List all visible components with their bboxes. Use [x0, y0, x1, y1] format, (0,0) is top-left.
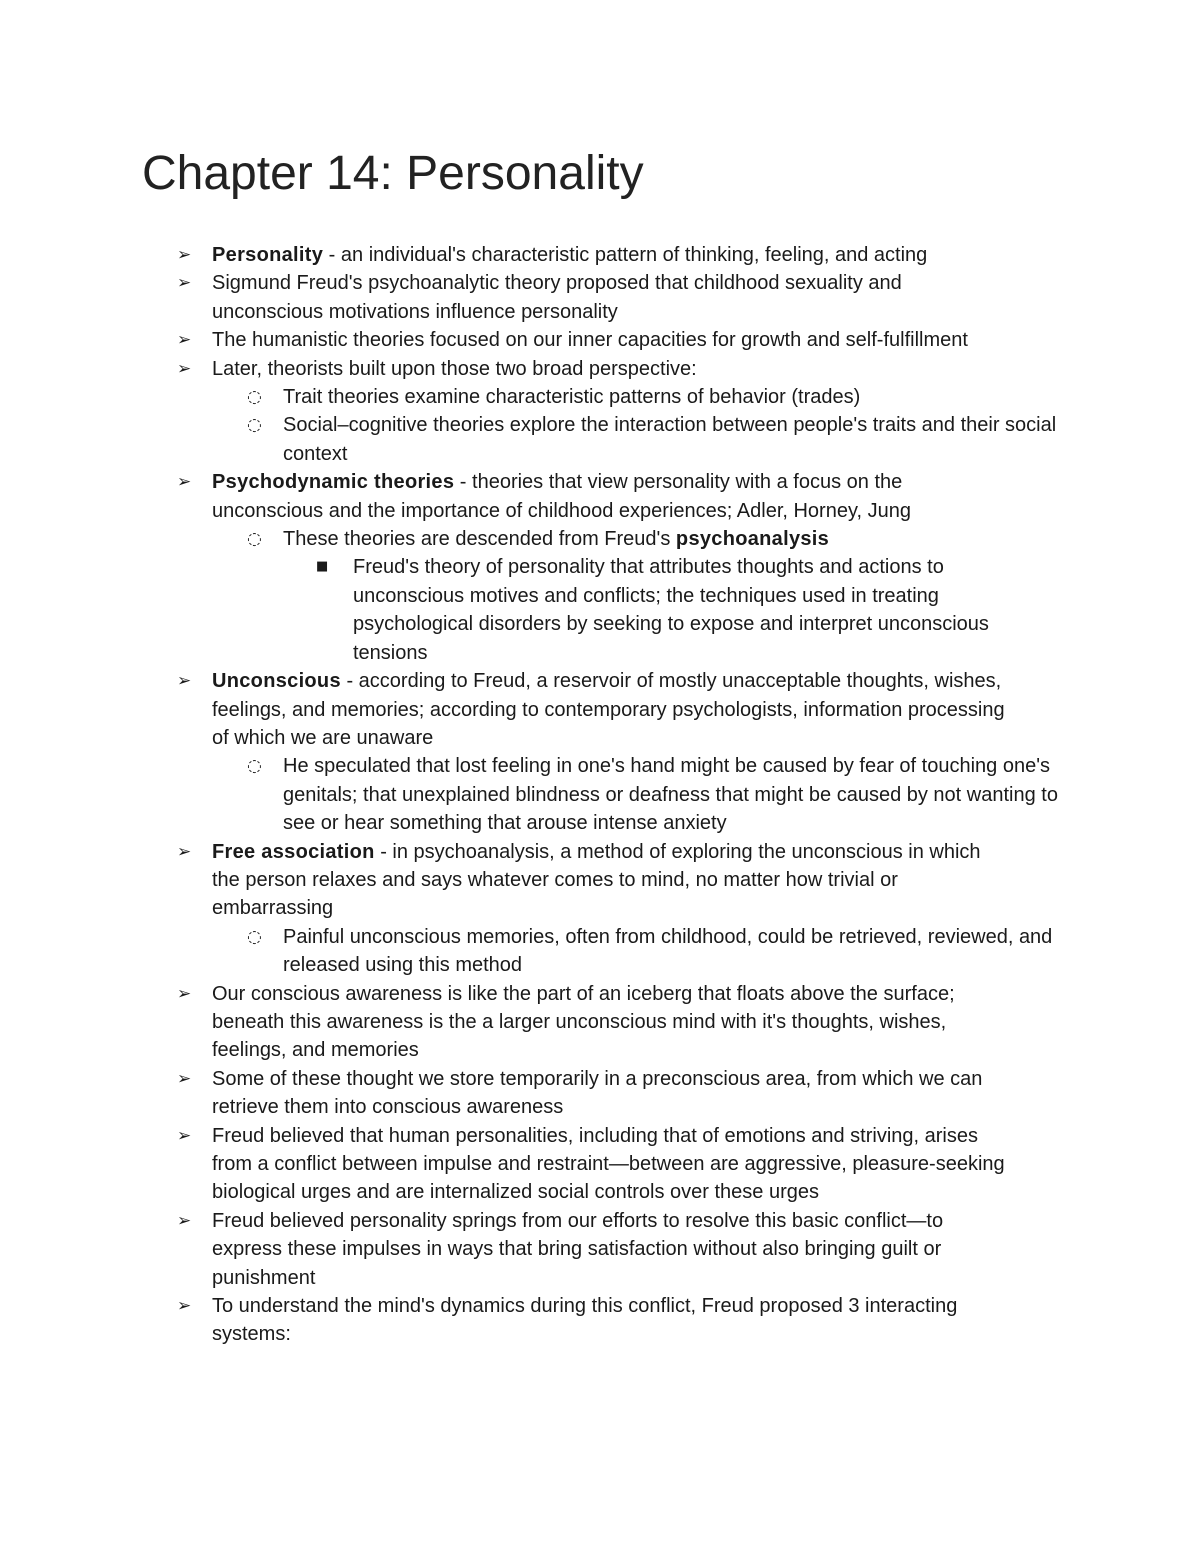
list-item-text	[212, 838, 1012, 923]
list-item-text	[212, 468, 1012, 525]
arrow-bullet-icon: ➢	[177, 1296, 192, 1317]
list-item-text	[212, 326, 1012, 354]
definition-text: Freud's theory of personality that attributes thoughts and actions to unconscious motives and conflicts; the techniques used in treating psychological disorders by seeking to expose and interpret unconscious tensions	[353, 556, 989, 664]
list-item-text	[283, 411, 1063, 468]
definition-text: - an individual's characteristic pattern of thinking, feeling, and acting	[323, 244, 928, 266]
list-item-text	[212, 269, 1012, 326]
arrow-bullet-icon: ➢	[177, 1210, 192, 1231]
arrow-bullet-icon: ➢	[177, 330, 192, 351]
list-item-text	[353, 553, 1053, 667]
definition-text: Freud believed personality springs from our efforts to resolve this basic conflict—to express these impulses in ways that bring satisfaction without also bringing guilt or punishment	[212, 1209, 944, 1289]
definition-text: To understand the mind's dynamics during this conflict, Freud proposed 3 interacting systems:	[212, 1295, 958, 1346]
circle-bullet-icon: ◌	[247, 756, 262, 777]
term-label: Unconscious	[212, 670, 341, 693]
definition-text: - according to Freud, a reservoir of mostly unacceptable thoughts, wishes, feelings, and memories; according to contemporary psychologists, information processing of which we are unaware	[212, 670, 1005, 749]
list-item-text	[212, 1292, 1012, 1349]
circle-bullet-icon: ◌	[247, 387, 262, 408]
list-item	[0, 269, 1012, 326]
list-item	[0, 1207, 1012, 1292]
list-item	[0, 980, 1012, 1065]
definition-text: Later, theorists built upon those two broad perspective:	[212, 357, 697, 380]
list-item	[0, 355, 1012, 383]
list-item	[0, 326, 1012, 354]
list-item	[0, 411, 1063, 468]
arrow-bullet-icon: ➢	[177, 358, 192, 379]
definition-text: The humanistic theories focused on our inner capacities for growth and self-fulfillment	[212, 329, 968, 352]
term-label: Free association	[212, 840, 375, 863]
arrow-bullet-icon: ➢	[177, 273, 192, 294]
list-item-text	[283, 923, 1063, 980]
square-bullet-icon: ■	[316, 559, 329, 575]
term-label: psychoanalysis	[675, 528, 830, 551]
list-item	[0, 468, 1012, 525]
list-item-text	[212, 1122, 1012, 1207]
list-item-text	[212, 1065, 1012, 1122]
list-item	[0, 667, 1012, 752]
list-item	[0, 923, 1063, 980]
arrow-bullet-icon: ➢	[177, 1125, 192, 1146]
definition-text: He speculated that lost feeling in one's hand might be caused by fear of touching one's genitals; that unexplained blindness or deafness that might be caused by not wanting to see or hear something that arouse intense anxiety	[283, 755, 1058, 835]
list-item-text	[283, 525, 1063, 553]
definition-text: Sigmund Freud's psychoanalytic theory proposed that childhood sexuality and unconscious motivations influence personality	[212, 272, 902, 323]
list-item-text	[283, 383, 1063, 411]
list-item-text	[212, 980, 1012, 1065]
circle-bullet-icon: ◌	[247, 415, 262, 436]
list-item	[0, 1122, 1012, 1207]
list-item	[0, 241, 1012, 269]
page-title: Chapter 14: Personality	[142, 147, 644, 200]
definition-text: These theories are descended from Freud's	[283, 528, 676, 551]
definition-text: Painful unconscious memories, often from childhood, could be retrieved, reviewed, and released using this method	[283, 925, 1053, 977]
circle-bullet-icon: ◌	[247, 529, 262, 550]
arrow-bullet-icon: ➢	[177, 1068, 192, 1089]
list-item-text	[283, 752, 1063, 837]
definition-text: Social–cognitive theories explore the interaction between people's traits and their social context	[283, 414, 1057, 465]
term-label: Personality	[212, 244, 324, 266]
list-item-text	[212, 1207, 1012, 1292]
arrow-bullet-icon: ➢	[177, 841, 192, 862]
notes-list	[0, 241, 1200, 1349]
arrow-bullet-icon: ➢	[177, 671, 192, 692]
list-item	[0, 752, 1063, 837]
list-item-text	[212, 241, 1012, 269]
definition-text: Some of these thought we store temporarily in a preconscious area, from which we can retrieve them into conscious awareness	[212, 1067, 983, 1119]
definition-text: Our conscious awareness is like the part of an iceberg that floats above the surface; beneath this awareness is the a larger unconscious mind with it's thoughts, wishes, feelings, and memories	[212, 982, 955, 1062]
list-item	[0, 838, 1012, 923]
circle-bullet-icon: ◌	[247, 926, 262, 947]
definition-text: Trait theories examine characteristic patterns of behavior (trades)	[283, 386, 861, 409]
list-item	[0, 553, 1053, 667]
list-item	[0, 1292, 1012, 1349]
term-label: Psychodynamic theories	[212, 471, 455, 494]
list-item-text	[212, 667, 1012, 752]
list-item-text	[212, 355, 1012, 383]
list-item	[0, 383, 1063, 411]
list-item	[0, 1065, 1012, 1122]
definition-text: - in psychoanalysis, a method of exploring the unconscious in which the person relaxes and says whatever comes to mind, no matter how trivial or embarrassing	[212, 840, 981, 920]
arrow-bullet-icon: ➢	[177, 983, 192, 1004]
arrow-bullet-icon: ➢	[177, 472, 192, 493]
definition-text: Freud believed that human personalities, including that of emotions and striving, arises from a conflict between impulse and restraint—between are aggressive, pleasure-seeking biological urges and are internalized social controls over these urges	[212, 1124, 1005, 1204]
definition-text: - theories that view personality with a focus on the unconscious and the importance of childhood experiences; Adler, Horney, Jung	[212, 471, 911, 522]
arrow-bullet-icon: ➢	[177, 245, 192, 265]
list-item	[0, 525, 1063, 553]
